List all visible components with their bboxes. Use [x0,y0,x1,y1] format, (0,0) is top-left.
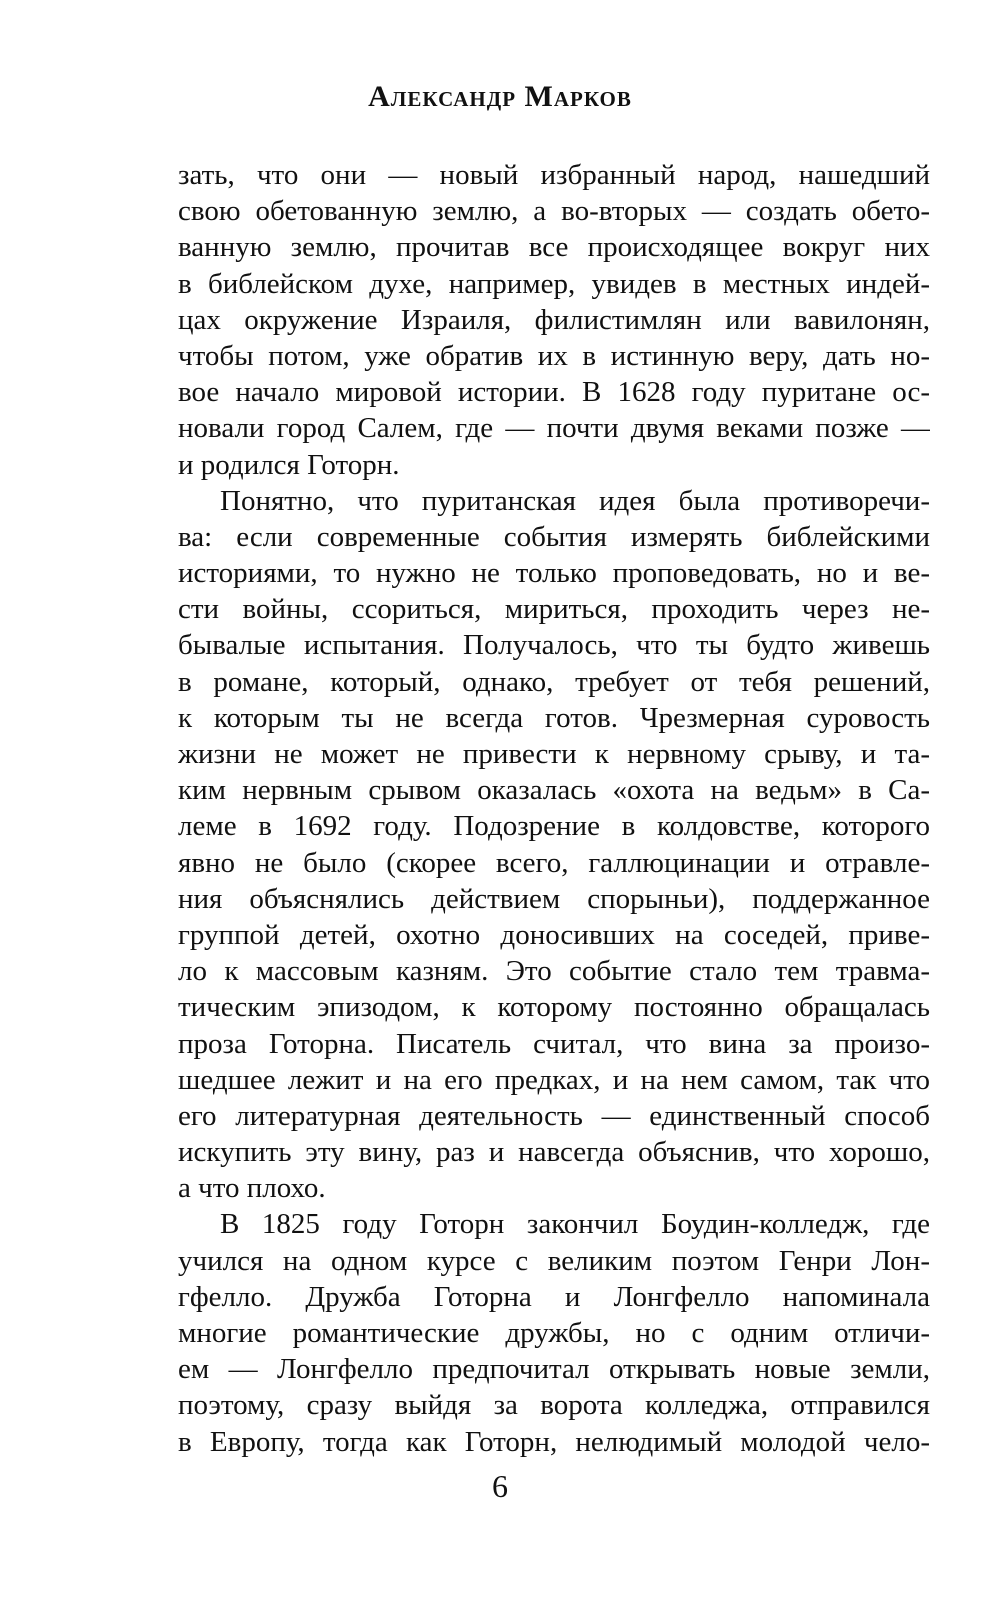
text-line: поэтому, сразу выйдя за ворота колледжа, отправился [178,1389,930,1422]
paragraph-first-line: Понятно, что пуританская идея была противоречи- [220,484,930,517]
text-line: ло к массовым казням. Это событие стало тем травма- [178,955,930,988]
text-line: многие романтические дружбы, но с одним отличи- [178,1317,930,1349]
text-line: тическим эпизодом, к которому постоянно обращалась [178,991,930,1024]
text-line: проза Готорна. Писатель считал, что вина за произо- [178,1027,930,1060]
text-line: а что плохо. [178,1172,326,1205]
text-line: и родился Готорн. [178,448,400,481]
text-line: его литературная деятельность — единственный способ [178,1099,930,1132]
text-line: ва: если современные события измерять библейскими [178,520,930,553]
text-line: в библейском духе, например, увидев в местных индей- [178,267,930,300]
text-line: искупить эту вину, раз и навсегда объяснив, что хорошо, [178,1136,930,1169]
text-line: ем — Лонгфелло предпочитал открывать новые земли, [178,1353,930,1386]
text-line: группой детей, охотно доносивших на соседей, приве- [178,918,930,951]
text-line: в Европу, тогда как Готорн, нелюдимый молодой чело- [178,1425,930,1458]
text-line: свою обетованную землю, а во-вторых — создать обето- [178,195,930,228]
text-line: в романе, который, однако, требует от тебя решений, [178,665,930,698]
text-line: зать, что они — новый избранный народ, нашедший [178,159,930,191]
body-text [178,157,930,1460]
text-line: шедшее лежит и на его предках, и на нем самом, так что [178,1063,930,1096]
text-line: историями, то нужно не только проповедовать, но и ве- [178,557,930,590]
text-line: явно не было (скорее всего, галлюцинации и отравле- [178,846,930,879]
text-line: жизни не может не привести к нервному срыву, и та- [178,738,930,770]
text-line: чтобы потом, уже обратив их в истинную веру, дать но- [178,339,930,372]
text-line: гфелло. Дружба Готорна и Лонгфелло напоминала [178,1280,930,1313]
text-line: бывалые испытания. Получалось, что ты будто живешь [178,629,930,662]
text-line: к которым ты не всегда готов. Чрезмерная суровость [178,701,930,734]
text-line: учился на одном курсе с великим поэтом Генри Лон- [178,1244,930,1277]
running-head: Александр Марков [368,80,632,113]
text-line: сти войны, ссориться, мириться, проходить через не- [178,593,930,626]
text-line: новали город Салем, где — почти двумя веками позже — [178,412,930,445]
text-line: цах окружение Израиля, филистимлян или вавилонян, [178,303,930,336]
text-line: леме в 1692 году. Подозрение в колдовстве, которого [178,810,930,843]
paragraph-first-line: В 1825 году Готорн закончил Боудин-колледж, где [220,1208,930,1241]
text-line: ким нервным срывом оказалась «охота на ведьм» в Са- [178,774,930,807]
text-line: ванную землю, прочитав все происходящее вокруг них [178,231,930,264]
text-line: ния объяснялись действием спорыньи), поддержанное [178,882,930,915]
text-line: вое начало мировой истории. В 1628 году пуритане ос- [178,376,930,409]
page-number: 6 [492,1468,508,1504]
